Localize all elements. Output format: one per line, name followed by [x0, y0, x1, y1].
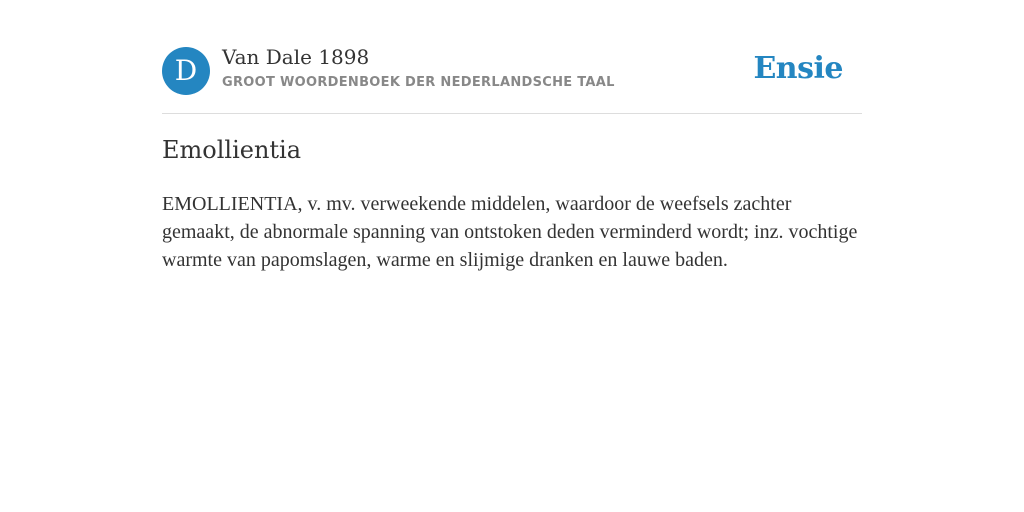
dictionary-logo[interactable]: D [162, 47, 210, 95]
page-content [162, 0, 862, 271]
dictionary-subtitle: GROOT WOORDENBOEK DER NEDERLANDSCHE TAAL [222, 75, 615, 90]
entry-title: Emollientia [162, 136, 302, 164]
dictionary-header [162, 0, 862, 114]
dictionary-title[interactable]: Van Dale 1898 [222, 45, 370, 69]
entry-definition: EMOLLIENTIA, v. mv. verweekende middelen, waardoor de weefsels zachter gemaakt, de abnormale spanning van ontstoken deden verminderd wordt; inz. vochtige warmte van papomslagen, warme en slijmige dranken en lauwe baden. [162, 193, 858, 271]
ensie-logo-link[interactable]: Ensie [753, 51, 843, 86]
